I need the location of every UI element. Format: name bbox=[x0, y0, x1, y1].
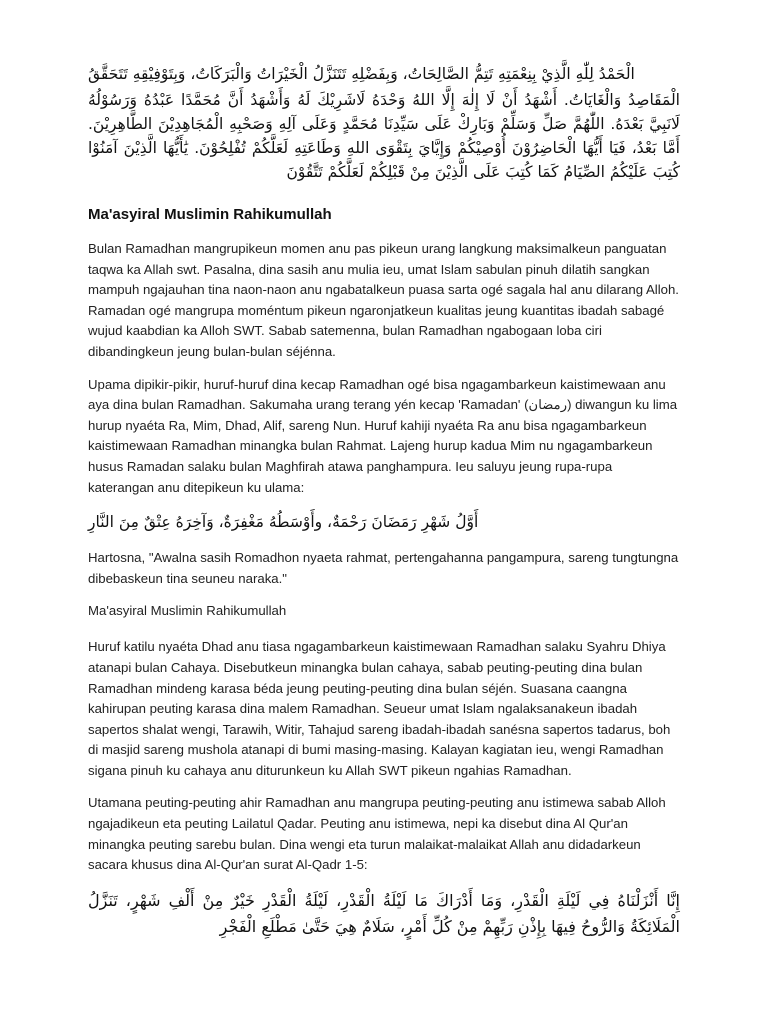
opening-arabic-line-2: الْمَقَاصِدُ وَالْغَايَاتُ. أَشْهَدُ أَنْ لَا إِلٰهَ إِلَّا اللهُ وَحْدَهُ لَاشَرِيْكَ لَهُ وَأَشْهَدُ أَنَّ مُحَمَّدًا عَبْدُهُ وَرَسُوْلُهُ لَانَبِيَّ بَعْدَهُ. اللّٰهُمَّ صَلِّ وَسَلِّمْ وَبَارِكْ عَلَى سَيِّدِنَا مُحَمَّدٍ وَعَلَى آلِهِ وَصَحْبِهِ الْمُجَاهِدِيْنَ الطَّاهِرِيْنَ. أَمَّا بَعْدُ، فَيَا أَيُّهَا الْحَاضِرُوْنَ أُوْصِيْكُمْ وَإِيَّايَ بِتَقْوَى اللهِ وَطَاعَتِهِ لَعَلَّكُمْ تُفْلِحُوْنَ. يَٰأَيُّهَا الَّذِيْنَ آمَنُوْا كُتِبَ عَلَيْكُمُ الصِّيَامُ كَمَا كُتِبَ عَلَى الَّذِيْنَ مِنْ قَبْلِكُمْ لَعَلَّكُمْ تَتَّقُوْنَ bbox=[88, 91, 680, 181]
hadith-arabic: أَوَّلُ شَهْرِ رَمَضَانَ رَحْمَةٌ، وأَوْسَطُهُ مَغْفِرَةٌ، وَآخِرَهُ عِتْقٌ مِنَ النَّارِ bbox=[88, 513, 479, 532]
quran-verse-arabic: إِنَّا أَنْزَلْنَاهُ فِي لَيْلَةِ الْقَدْرِ، وَمَا أَدْرَاكَ مَا لَيْلَةُ الْقَدْرِ، لَيْلَةُ الْقَدْرِ خَيْرٌ مِنْ أَلْفِ شَهْرٍ، تَنَزَّلُ الْمَلَائِكَةُ وَالرُّوحُ فِيهَا بِإِذْنِ رَبِّهِمْ مِنْ كُلِّ أَمْرٍ، سَلَامٌ هِيَ حَتَّىٰ مَطْلَعِ الْفَجْرِ bbox=[88, 890, 680, 936]
section-subheading: Ma'asyiral Muslimin Rahikumullah bbox=[88, 603, 287, 619]
opening-arabic bbox=[88, 62, 680, 184]
paragraph-2: Upama dipikir-pikir, huruf-huruf dina kecap Ramadhan ogé bisa ngagambarkeun kaistimewaan anu aya dina bulan Ramadhan. Sakumaha urang terang yén kecap 'Ramadan' (رمضان) diwangun ku lima hurup nyaéta Ra, Mim, Dhad, Alif, sareng Nun. Huruf kahiji nyaéta Ra anu bisa ngagambarkeun kaistimewaan Ramadhan minangka bulan Rahmat. Lajeng hurup kadua Mim nu ngagambarkeun husus Ramadan salaku bulan Maghfirah atawa panghampura. Ieu saluyu jeung rupa-rupa katerangan anu ditepikeun ku ulama: bbox=[88, 376, 678, 495]
paragraph-5: Utamana peuting-peuting ahir Ramadhan anu mangrupa peuting-peuting anu istimewa sabab Alloh ngajadikeun eta peuting Lailatul Qadar. Peuting anu istimewa, nepi ka disebut dina Al Qur'an minangka peuting sarebu bulan. Dina wengi eta turun malaikat-malaikat Allah anu didadarkeun sacara khusus dina Al-Qur'an surat Al-Qadr 1-5: bbox=[88, 795, 666, 873]
opening-arabic-line-1: الْحَمْدُ لِلّٰهِ الَّذِيْ بِنِعْمَتِهِ تَتِمُّ الصَّالِحَاتُ، وَبِفَضْلِهِ تَتَنَزَّلُ الْخَيْرَاتُ وَالْبَرَكَاتُ، وَبِتَوْفِيْقِهِ تَتَحَقَّقُ bbox=[88, 65, 635, 83]
paragraph-3: Hartosna, "Awalna sasih Romadhon nyaeta rahmat, pertengahanna pangampura, sareng tungtungna dibebaskeun tina seuneu naraka." bbox=[88, 550, 679, 586]
paragraph-1: Bulan Ramadhan mangrupikeun momen anu pas pikeun urang langkung maksimalkeun panguatan taqwa ka Allah swt. Pasalna, dina sasih anu mulia ieu, umat Islam sabulan pinuh dilatih sangkan mampuh ngajauhan tina naon-naon anu ngabatalkeun puasa sarta ogé sagala hal anu dilarang Alloh. Ramadan ogé mangrupa moméntum pikeun ngaronjatkeun kualitas jeung kuantitas ibadah sabagé wujud kaabdian ka Alloh SWT. Sabab satemenna, bulan Ramadhan ngabogaan loba ciri dibandingkeun jeung bulan-bulan séjénna. bbox=[88, 241, 679, 359]
paragraph-4: Huruf katilu nyaéta Dhad anu tiasa ngagambarkeun kaistimewaan Ramadhan salaku Syahru Dhiya atanapi bulan Cahaya. Disebutkeun minangka bulan cahaya, sabab peuting-peuting dina bulan Ramadhan mindeng karasa béda jeung peuting-peuting dina bulan séjén. Suasana caangna kahirupan peuting karasa dina malem Ramadhan. Seueur umat Islam ngalaksanakeun ibadah sapertos shalat wengi, Tarawih, Witir, Tahajud sareng ibadah-ibadah sanésna sapertos tadarus, boh di masjid sareng mushola atanapi di bumi masing-masing. Kalayan kagiatan ieu, wengi Ramadhan sigana pinuh ku cahaya anu diturunkeun ku Allah SWT pikeun ngahias Ramadhan. bbox=[88, 639, 671, 778]
section-heading: Ma'asyiral Muslimin Rahikumullah bbox=[88, 206, 332, 223]
